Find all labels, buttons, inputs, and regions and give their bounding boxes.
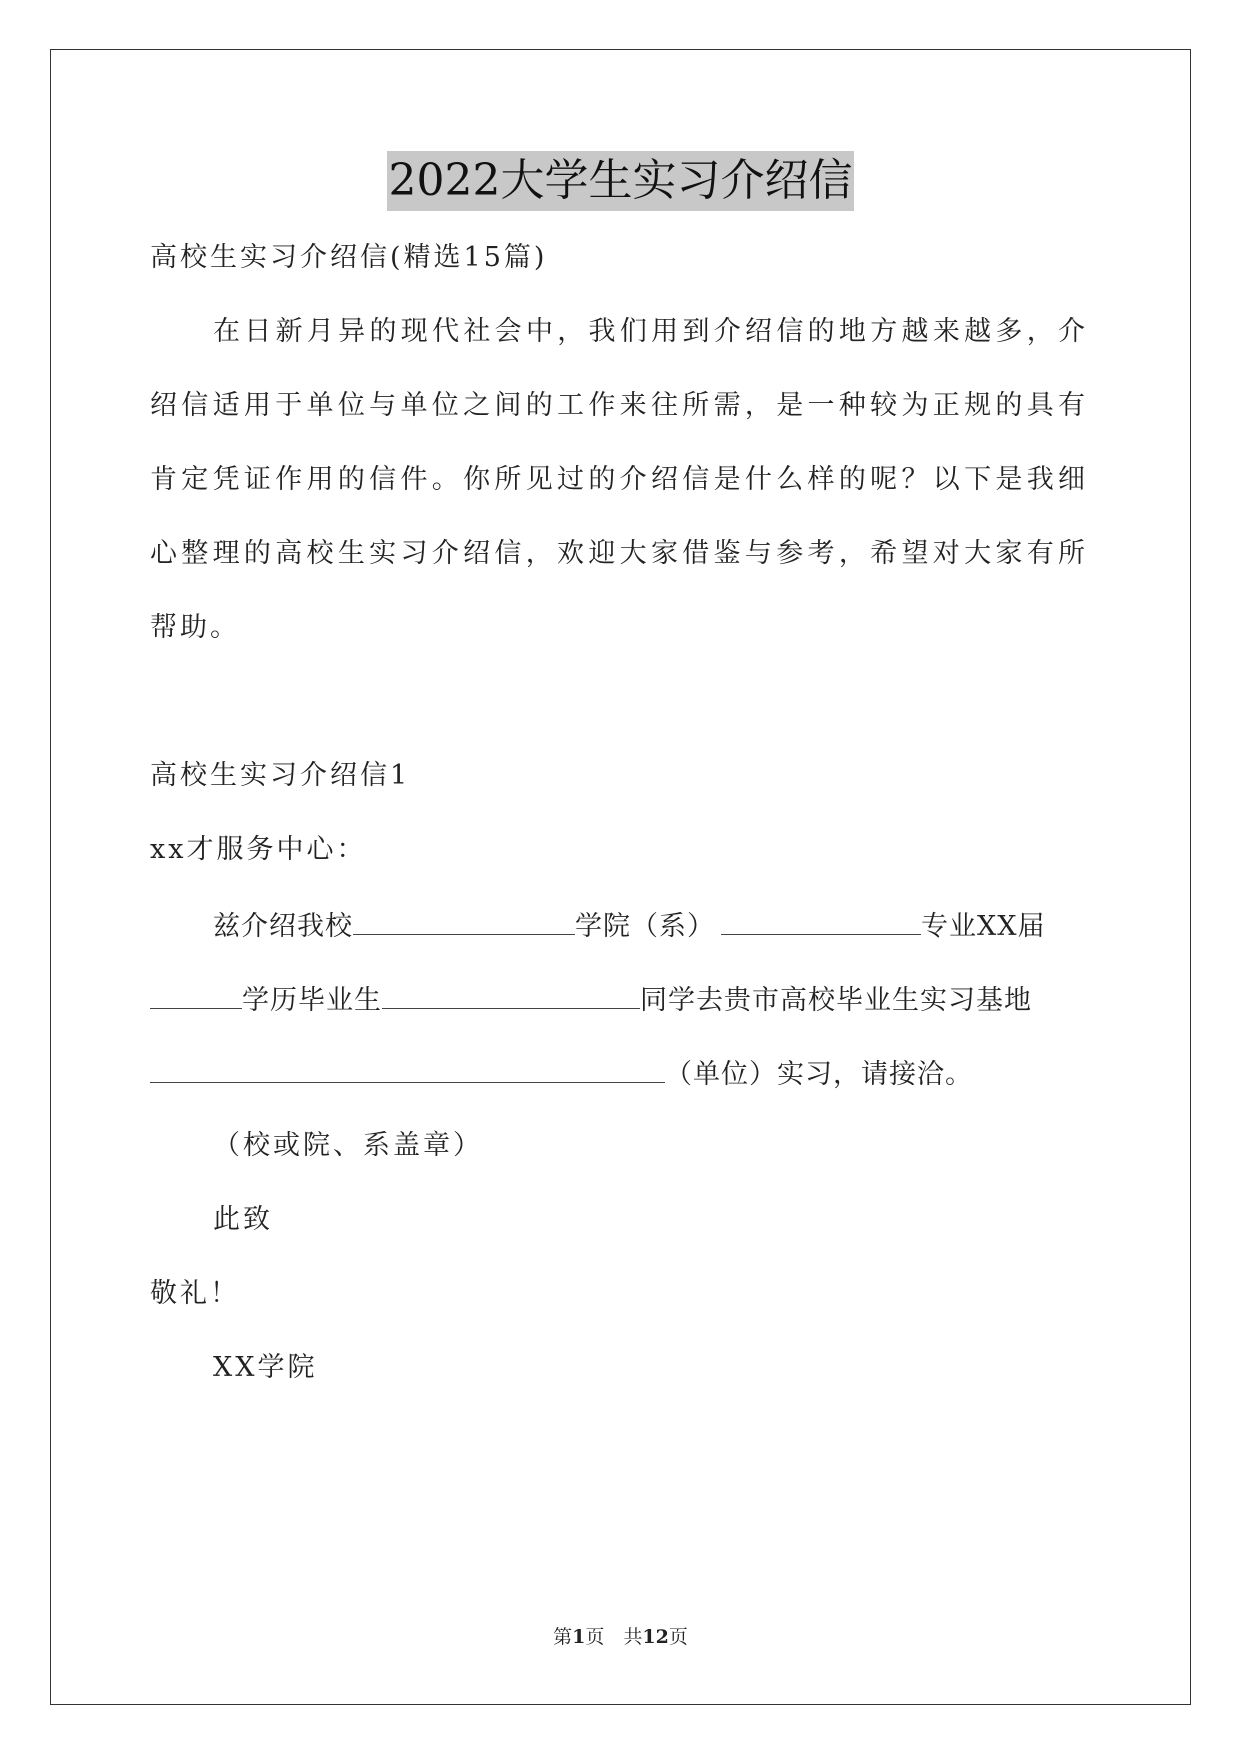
footer-total-pages: 12: [642, 1626, 669, 1648]
intro-line-5: 帮助。: [150, 612, 240, 643]
subtitle: 高校生实习介绍信(精选15篇): [150, 242, 548, 273]
intro-line-4: 心整理的高校生实习介绍信，欢迎大家借鉴与参考，希望对大家有所: [150, 538, 1085, 569]
footer-page-number: 1: [572, 1626, 586, 1648]
body-text: 学院（系）: [575, 911, 715, 942]
closing-ci-zhi: 此致: [213, 1204, 273, 1235]
body-text: （单位）实习，请接洽。: [665, 1059, 973, 1090]
body-text: 学历毕业生: [242, 985, 382, 1016]
body-text: 兹介绍我校: [213, 911, 353, 942]
page-footer: [0, 1622, 1241, 1649]
salutation: xx才服务中心：: [150, 834, 367, 865]
blank-degree: [150, 980, 242, 1009]
body-line-2: [150, 980, 1032, 1019]
section-title: 高校生实习介绍信1: [150, 760, 411, 791]
page-border: [50, 49, 1191, 1705]
blank-department: [721, 906, 921, 935]
intro-line-1: 在日新月异的现代社会中，我们用到介绍信的地方越来越多，介: [213, 316, 1085, 347]
body-text: 专业XX届: [921, 911, 1046, 942]
footer-suffix: 页: [668, 1626, 688, 1648]
signature: XX学院: [213, 1352, 318, 1383]
body-line-1: [213, 906, 1045, 945]
intro-line-3: 肯定凭证作用的信件。你所见过的介绍信是什么样的呢？以下是我细: [150, 464, 1085, 495]
blank-organization: [150, 1054, 665, 1083]
blank-student-name: [382, 980, 640, 1009]
document-title: 2022大学生实习介绍信: [387, 151, 855, 211]
body-text: 同学去贵市高校毕业生实习基地: [640, 985, 1032, 1016]
blank-school: [353, 906, 575, 935]
body-line-3: [150, 1054, 973, 1093]
stamp-note: （校或院、系盖章）: [213, 1130, 483, 1161]
intro-line-2: 绍信适用于单位与单位之间的工作来往所需，是一种较为正规的具有: [150, 390, 1085, 421]
footer-prefix: 第: [553, 1626, 573, 1648]
footer-mid: 页 共: [585, 1626, 643, 1648]
closing-jing-li: 敬礼！: [150, 1278, 240, 1309]
document-title-wrap: [0, 151, 1241, 211]
